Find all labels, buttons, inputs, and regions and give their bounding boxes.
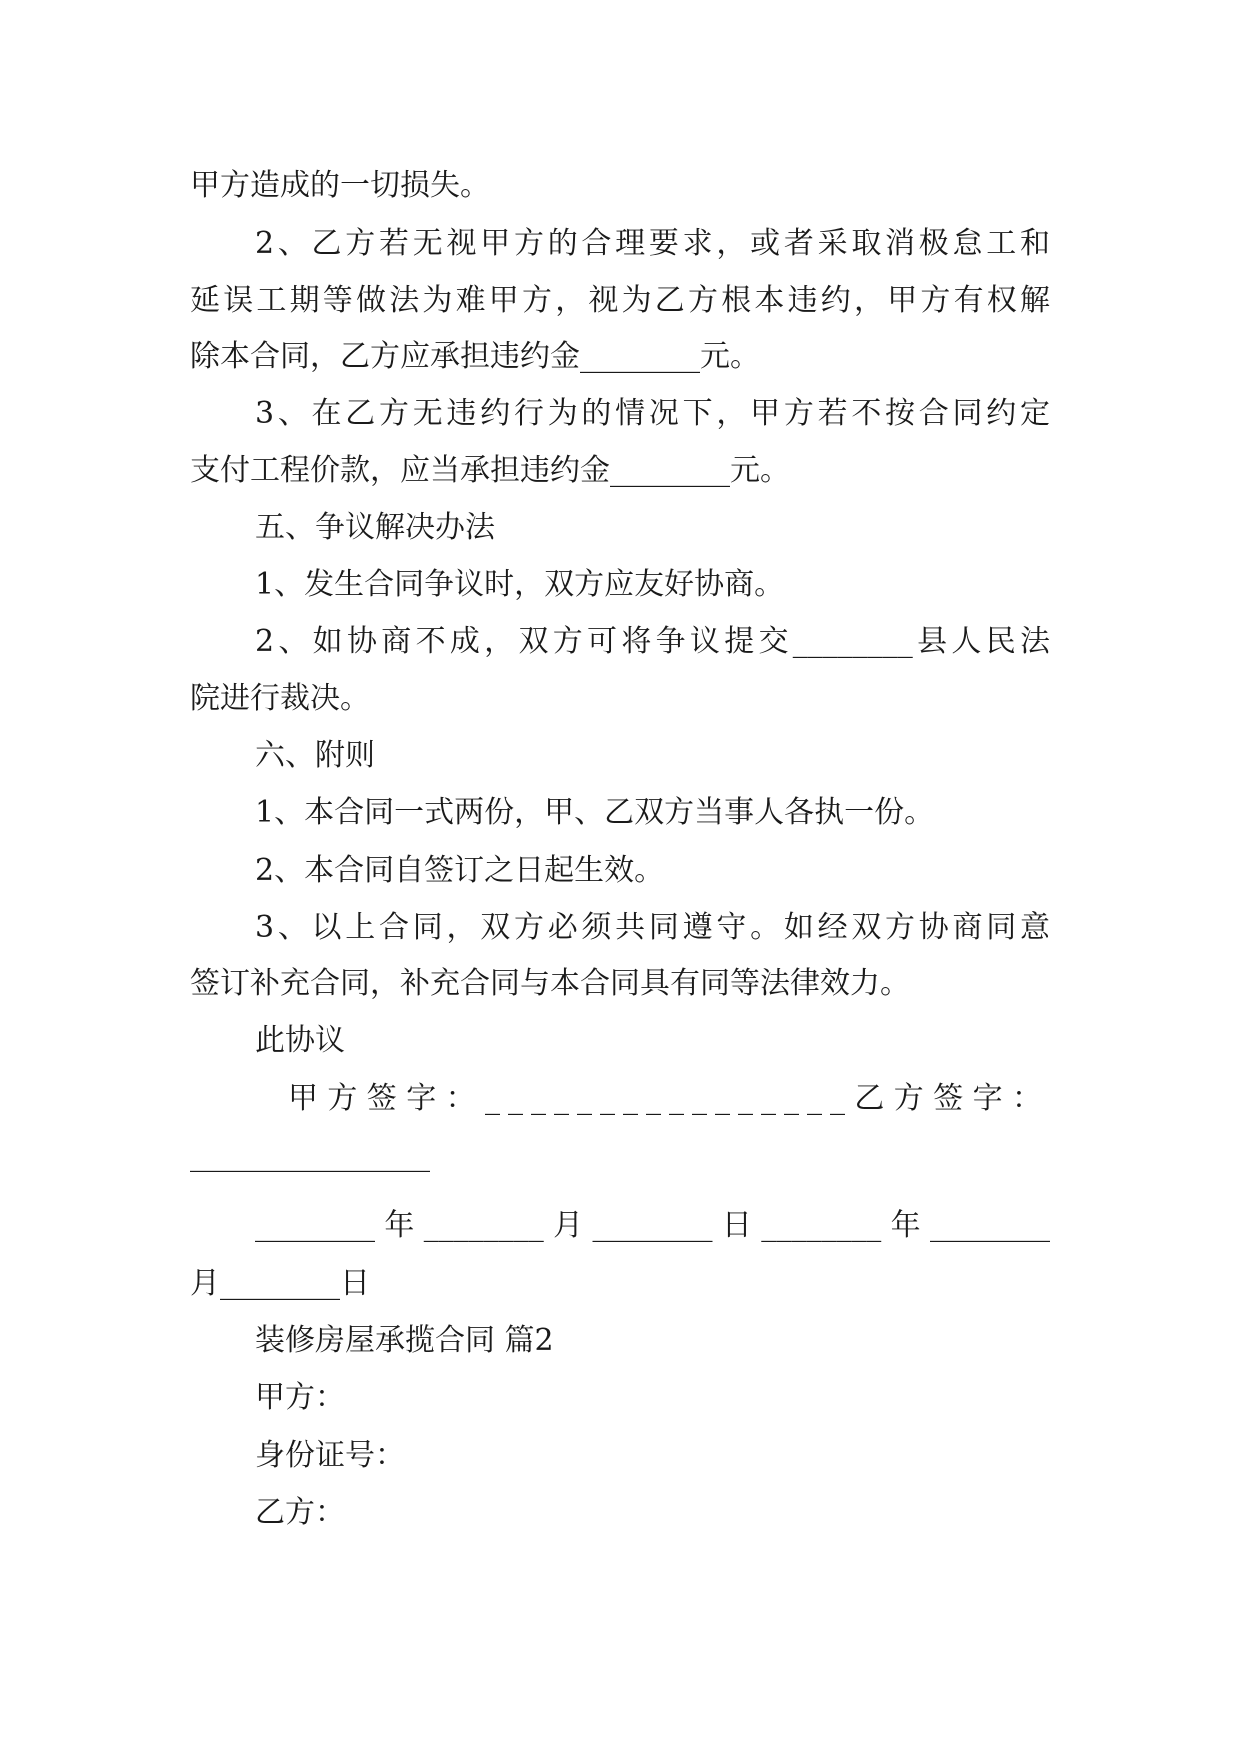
text-line: 1、本合同一式两份，甲、乙双方当事人各执一份。 — [255, 795, 935, 830]
contract-title: 装修房屋承揽合同 篇2 — [255, 1323, 554, 1358]
text-line: 2、乙方若无视甲方的合理要求，或者采取消极怠工和 — [255, 226, 1050, 261]
text-line: 签订补充合同，补充合同与本合同具有同等法律效力。 — [190, 966, 910, 1001]
party-b-label: 乙方： — [255, 1495, 345, 1530]
text-line: 2、本合同自签订之日起生效。 — [255, 853, 665, 888]
id-number-label: 身份证号： — [255, 1438, 405, 1473]
text-line: 甲方造成的一切损失。 — [190, 168, 490, 203]
text-line: 3、在乙方无违约行为的情况下，甲方若不按合同约定 — [255, 396, 1050, 431]
section-heading: 五、争议解决办法 — [255, 510, 495, 545]
text-line: 支付工程价款，应当承担违约金________元。 — [190, 453, 790, 488]
section-heading: 六、附则 — [255, 738, 375, 773]
date-line: ________年________月________日________年________ — [255, 1208, 1050, 1243]
date-line: 月________日 — [190, 1266, 370, 1301]
text-line: 3、以上合同，双方必须共同遵守。如经双方协商同意 — [255, 910, 1050, 945]
text-line: 此协议 — [255, 1023, 345, 1058]
signature-line: 甲方签字：________________乙方签字： — [288, 1081, 1050, 1116]
party-a-label: 甲方： — [255, 1380, 345, 1415]
text-line: 院进行裁决。 — [190, 681, 370, 716]
signature-blank: ________________ — [190, 1138, 430, 1173]
text-line: 除本合同，乙方应承担违约金________元。 — [190, 339, 760, 374]
text-line: 延误工期等做法为难甲方，视为乙方根本违约，甲方有权解 — [190, 283, 1050, 318]
text-line: 1、发生合同争议时，双方应友好协商。 — [255, 567, 785, 602]
text-line: 2、如协商不成，双方可将争议提交________县人民法 — [255, 624, 1050, 659]
